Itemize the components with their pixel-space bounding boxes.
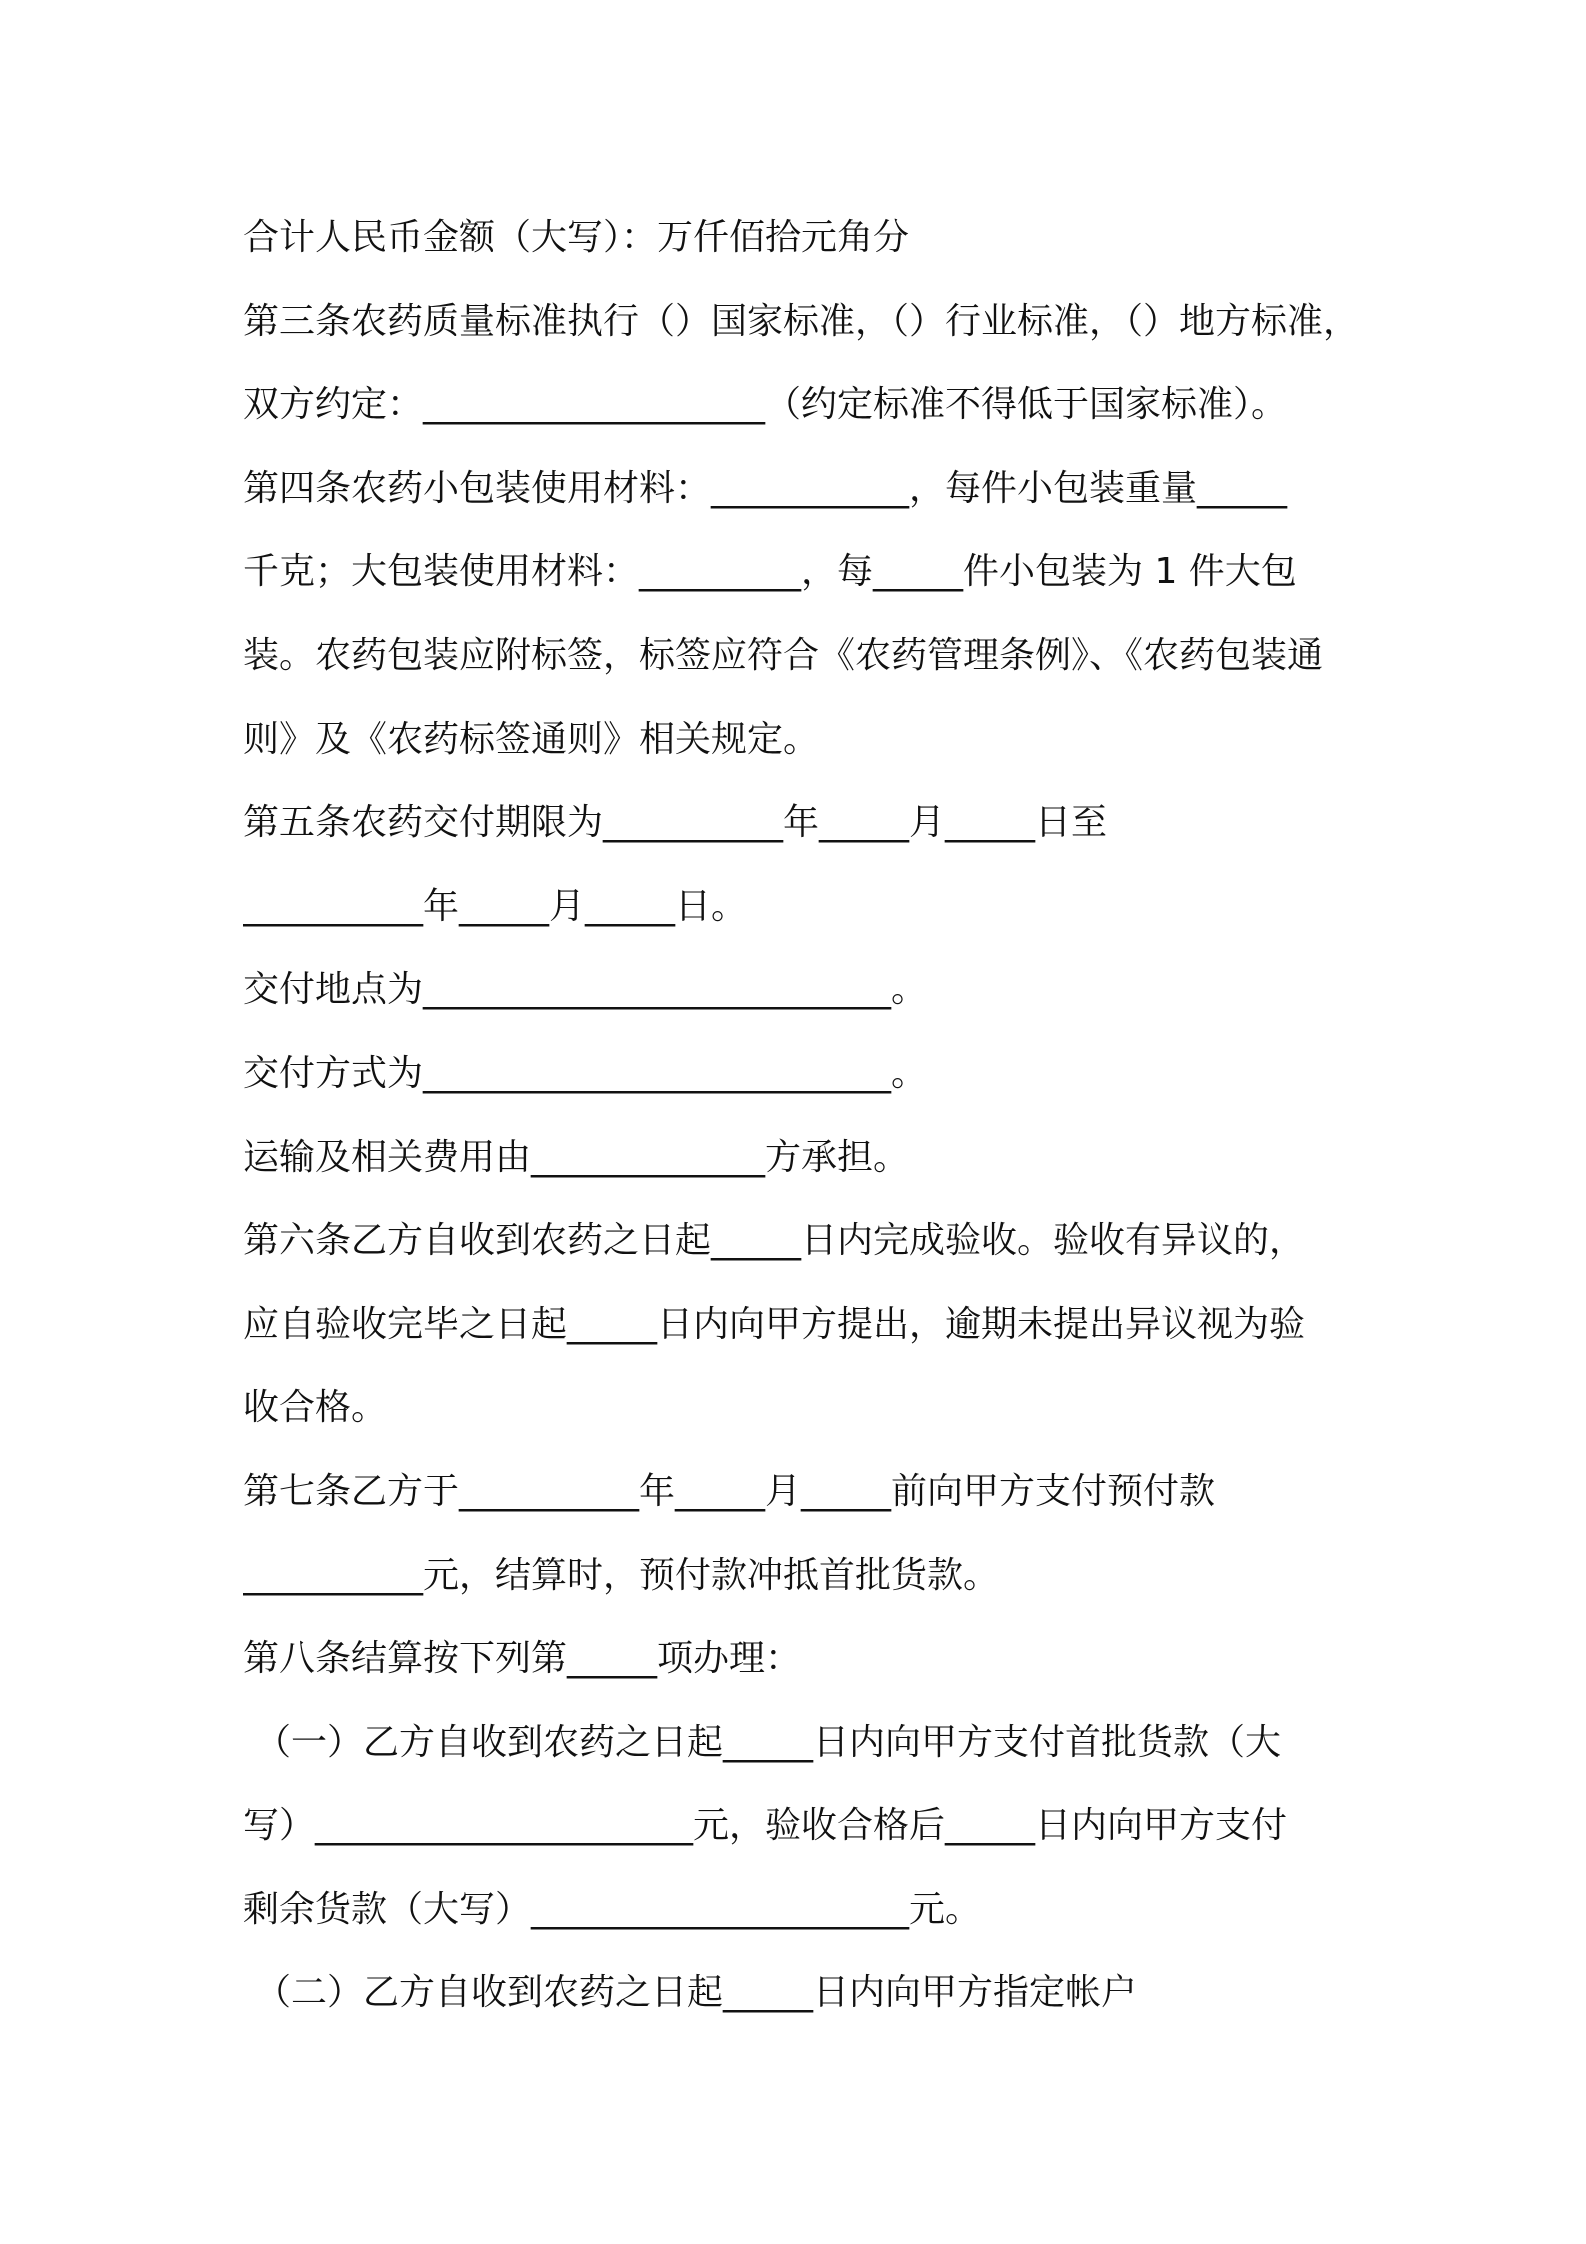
settlement-option-1-line-3: 剩余货款（大写）_____________________元。 [243, 1888, 982, 1930]
document-body [243, 196, 1363, 2035]
settlement-option-1-line-2: 写）_____________________元，验收合格后_____日内向甲方支付 [243, 1805, 1288, 1847]
settlement-option-1-line-1: （一）乙方自收到农药之日起_____日内向甲方支付首批货款（大 [255, 1721, 1282, 1763]
article-4-packaging-line-4: 则》及《农药标签通则》相关规定。 [243, 718, 820, 760]
transport-cost-line: 运输及相关费用由_____________方承担。 [243, 1136, 910, 1178]
article-3-agreed-standard: 双方约定：___________________（约定标准不得低于国家标准）。 [243, 384, 1288, 426]
article-5-delivery-period-2: __________年_____月_____日。 [243, 885, 748, 927]
article-7-prepayment-1: 第七条乙方于__________年_____月_____前向甲方支付预付款 [243, 1470, 1216, 1512]
delivery-location-line: 交付地点为__________________________。 [243, 969, 928, 1011]
delivery-method-line: 交付方式为__________________________。 [243, 1052, 928, 1094]
article-8-settlement: 第八条结算按下列第_____项办理： [243, 1638, 802, 1680]
article-6-inspection-2: 应自验收完毕之日起_____日内向甲方提出，逾期未提出异议视为验 [243, 1303, 1306, 1345]
article-5-delivery-period-1: 第五条农药交付期限为__________年_____月_____日至 [243, 802, 1108, 844]
article-4-packaging-line-3: 装。农药包装应附标签，标签应符合《农药管理条例》、《农药包装通 [243, 634, 1324, 676]
article-6-inspection-1: 第六条乙方自收到农药之日起_____日内完成验收。验收有异议的， [243, 1220, 1306, 1262]
settlement-option-2-line-1: （二）乙方自收到农药之日起_____日内向甲方指定帐户 [255, 1972, 1138, 2014]
article-6-inspection-3: 收合格。 [243, 1387, 388, 1429]
total-amount-line: 合计人民币金额（大写）：万仟佰拾元角分 [243, 217, 910, 258]
article-4-packaging-line-2: 千克；大包装使用材料：_________，每_____件小包装为 1 件大包 [243, 551, 1297, 593]
article-4-packaging-line-1: 第四条农药小包装使用材料：___________，每件小包装重量_____ [243, 467, 1288, 509]
article-3-quality-standard: 第三条农药质量标准执行（）国家标准，（）行业标准，（）地方标准， [243, 300, 1360, 342]
article-7-prepayment-2: __________元，结算时，预付款冲抵首批货款。 [243, 1554, 1000, 1596]
